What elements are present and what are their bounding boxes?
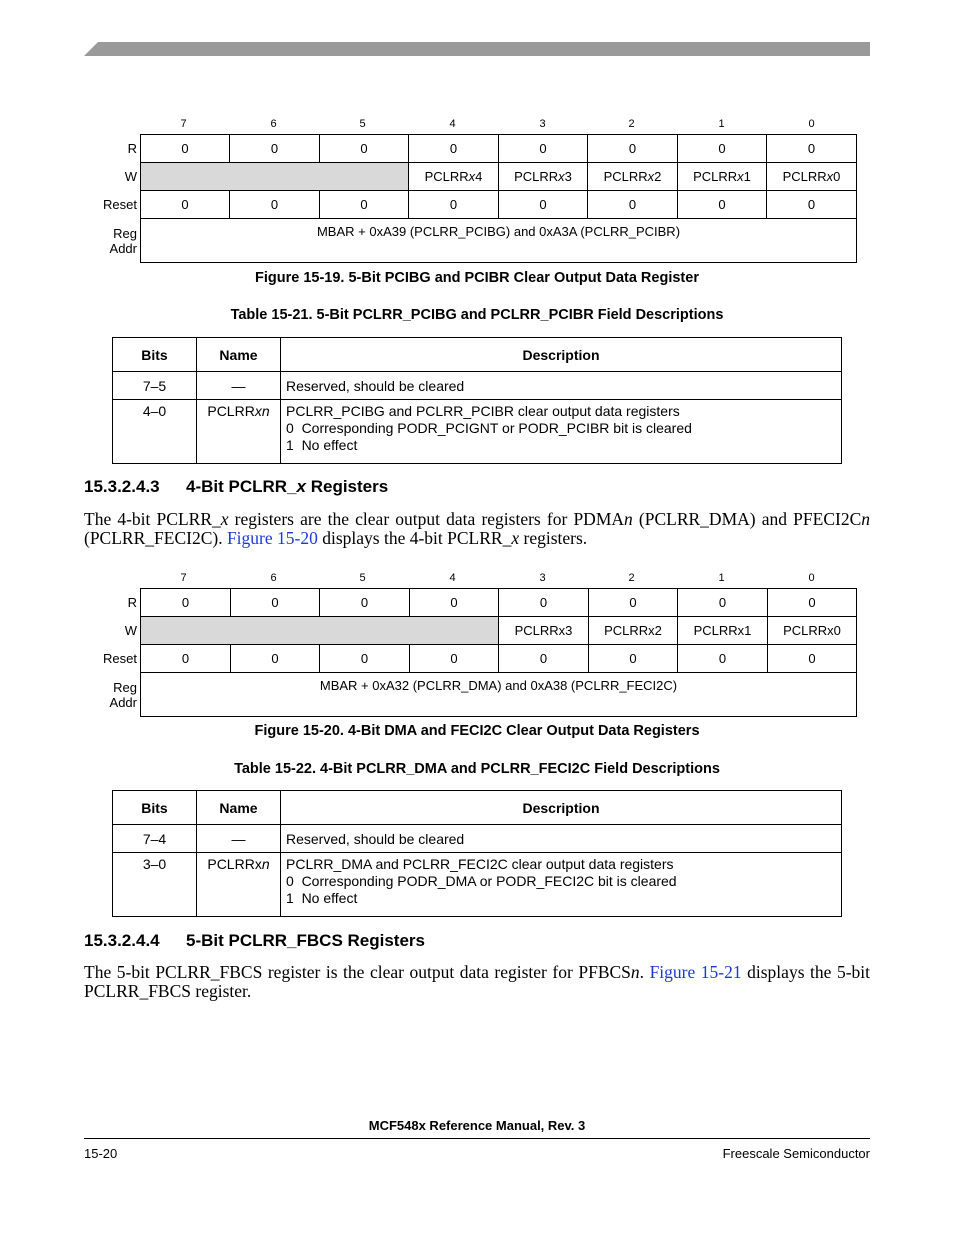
register-table: [84, 134, 857, 263]
bit-number: 5: [359, 572, 366, 584]
footer-divider: [84, 1138, 870, 1139]
body-paragraph: The 5-bit PCLRR_FBCS register is the clear output data register for PFBCSn. Figure 15-21 displays the 5-bit PCLRR_FBCS register.: [84, 962, 870, 1001]
write-field: PCLRRx4: [409, 163, 499, 191]
bit-numbers: [84, 118, 858, 134]
bit-number: 1: [718, 118, 725, 130]
bit-number: 7: [180, 572, 187, 584]
description-cell: PCLRR_DMA and PCLRR_FECI2C clear output data registers 0 Corresponding PODR_DMA or PODR_FECI2C bit is cleared 1 No effect: [281, 853, 842, 917]
bits-cell: 7–5: [113, 372, 197, 400]
row-label: W: [124, 169, 137, 184]
read-bit: 0: [230, 135, 320, 163]
bit-numbers: [84, 572, 858, 588]
column-header: Bits: [113, 791, 197, 825]
row-label: R: [127, 595, 137, 610]
field-description-table: [112, 337, 842, 464]
reset-bit: 0: [410, 645, 499, 673]
bit-number: 2: [628, 572, 635, 584]
write-field: PCLRRx3: [499, 617, 589, 645]
footer-title: MCF548x Reference Manual, Rev. 3: [368, 1118, 586, 1133]
bit-number: 3: [539, 572, 546, 584]
bit-number: 6: [270, 572, 277, 584]
reset-bit: 0: [499, 645, 589, 673]
read-bit: 0: [231, 589, 320, 617]
name-cell: —: [197, 825, 281, 853]
table-row: [113, 372, 842, 400]
reset-bit: 0: [141, 191, 230, 219]
read-bit: 0: [678, 135, 767, 163]
name-cell: PCLRRxn: [197, 400, 281, 464]
write-field: PCLRRx0: [768, 617, 857, 645]
figure-link[interactable]: Figure 15-21: [649, 962, 742, 982]
read-bit: 0: [320, 589, 410, 617]
read-bit: 0: [499, 135, 588, 163]
table-caption: Table 15-21. 5-Bit PCLRR_PCIBG and PCLRR_PCIBR Field Descriptions: [230, 307, 724, 323]
section-heading: 15.3.2.4.4 5-Bit PCLRR_FBCS Registers: [84, 931, 425, 950]
description-cell: Reserved, should be cleared: [281, 372, 842, 400]
row-label: Reg Addr: [109, 225, 137, 256]
bit-number: 1: [718, 572, 725, 584]
reset-bit: 0: [768, 645, 857, 673]
reset-bit: 0: [499, 191, 588, 219]
bits-cell: 7–4: [113, 825, 197, 853]
read-bit: 0: [141, 135, 230, 163]
row-label: Reset: [103, 197, 137, 212]
read-row: [84, 135, 857, 163]
page-number: 15-20: [84, 1146, 118, 1161]
reset-bit: 0: [231, 645, 320, 673]
write-field: PCLRRx2: [588, 163, 678, 191]
reset-row: [84, 191, 857, 219]
bit-number: 6: [270, 118, 277, 130]
column-header: Name: [197, 791, 281, 825]
reset-bit: 0: [320, 191, 409, 219]
reset-bit: 0: [767, 191, 857, 219]
table-row: [113, 825, 842, 853]
column-header: Name: [197, 338, 281, 372]
field-description-table: [112, 790, 842, 917]
write-field: PCLRRx0: [767, 163, 857, 191]
address-row: [84, 673, 857, 717]
read-row: [84, 589, 857, 617]
register-table: [84, 588, 857, 717]
bit-number: 0: [808, 118, 815, 130]
bit-number: 2: [628, 118, 635, 130]
write-field: PCLRRx1: [678, 617, 768, 645]
footer-company: Freescale Semiconductor: [722, 1146, 870, 1161]
bit-number: 0: [808, 572, 815, 584]
register-figure-pcibg: [84, 118, 858, 263]
write-field: PCLRRx3: [499, 163, 588, 191]
table-row: [113, 853, 842, 917]
address-row: [84, 219, 857, 263]
row-label: R: [127, 141, 137, 156]
table-row: [113, 400, 842, 464]
write-row: [84, 163, 857, 191]
read-bit: 0: [589, 589, 678, 617]
row-label: W: [124, 623, 137, 638]
write-field: PCLRRx2: [589, 617, 678, 645]
write-field: PCLRRx1: [678, 163, 767, 191]
bit-number: 4: [449, 572, 456, 584]
reset-bit: 0: [588, 191, 678, 219]
reset-bit: 0: [678, 191, 767, 219]
bits-cell: 3–0: [113, 853, 197, 917]
read-bit: 0: [499, 589, 589, 617]
read-bit: 0: [768, 589, 857, 617]
bit-number: 3: [539, 118, 546, 130]
write-row: [84, 617, 857, 645]
read-bit: 0: [588, 135, 678, 163]
register-figure-dma: [84, 572, 858, 717]
read-bit: 0: [767, 135, 857, 163]
column-header: Description: [281, 791, 842, 825]
description-cell: PCLRR_PCIBG and PCLRR_PCIBR clear output data registers 0 Corresponding PODR_PCIGNT or PODR_PCIBR bit is cleared 1 No effect: [281, 400, 842, 464]
read-bit: 0: [320, 135, 409, 163]
reset-bit: 0: [320, 645, 410, 673]
unused-field: [141, 163, 409, 191]
reset-row: [84, 645, 857, 673]
read-bit: 0: [141, 589, 231, 617]
bits-cell: 4–0: [113, 400, 197, 464]
reset-bit: 0: [230, 191, 320, 219]
figure-caption: Figure 15-20. 4-Bit DMA and FECI2C Clear Output Data Registers: [254, 723, 700, 739]
section-heading: 15.3.2.4.3 4-Bit PCLRR_x Registers: [84, 477, 389, 496]
name-cell: —: [197, 372, 281, 400]
column-header: Description: [281, 338, 842, 372]
register-address: MBAR + 0xA32 (PCLRR_DMA) and 0xA38 (PCLRR_FECI2C): [141, 673, 857, 717]
figure-caption: Figure 15-19. 5-Bit PCIBG and PCIBR Clear Output Data Register: [255, 270, 699, 286]
header-bar: [84, 42, 870, 56]
reset-bit: 0: [678, 645, 768, 673]
reset-bit: 0: [409, 191, 499, 219]
figure-link[interactable]: Figure 15-20: [226, 528, 318, 548]
description-cell: Reserved, should be cleared: [281, 825, 842, 853]
reset-bit: 0: [141, 645, 231, 673]
reset-bit: 0: [589, 645, 678, 673]
body-paragraph: The 4-bit PCLRR_x registers are the clear output data registers for PDMAn (PCLRR_DMA) and PFECI2Cn (PCLRR_FECI2C). Figure 15-20 displays the 4-bit PCLRR_x registers.: [84, 509, 870, 548]
register-address: MBAR + 0xA39 (PCLRR_PCIBG) and 0xA3A (PCLRR_PCIBR): [141, 219, 857, 263]
bit-number: 5: [359, 118, 366, 130]
bit-number: 7: [180, 118, 187, 130]
unused-field: [141, 617, 499, 645]
name-cell: PCLRRxn: [197, 853, 281, 917]
read-bit: 0: [409, 135, 499, 163]
row-label: Reset: [103, 651, 137, 666]
table-caption: Table 15-22. 4-Bit PCLRR_DMA and PCLRR_FECI2C Field Descriptions: [234, 761, 720, 777]
read-bit: 0: [678, 589, 768, 617]
column-header: Bits: [113, 338, 197, 372]
read-bit: 0: [410, 589, 499, 617]
row-label: Reg Addr: [109, 679, 137, 710]
bit-number: 4: [449, 118, 456, 130]
